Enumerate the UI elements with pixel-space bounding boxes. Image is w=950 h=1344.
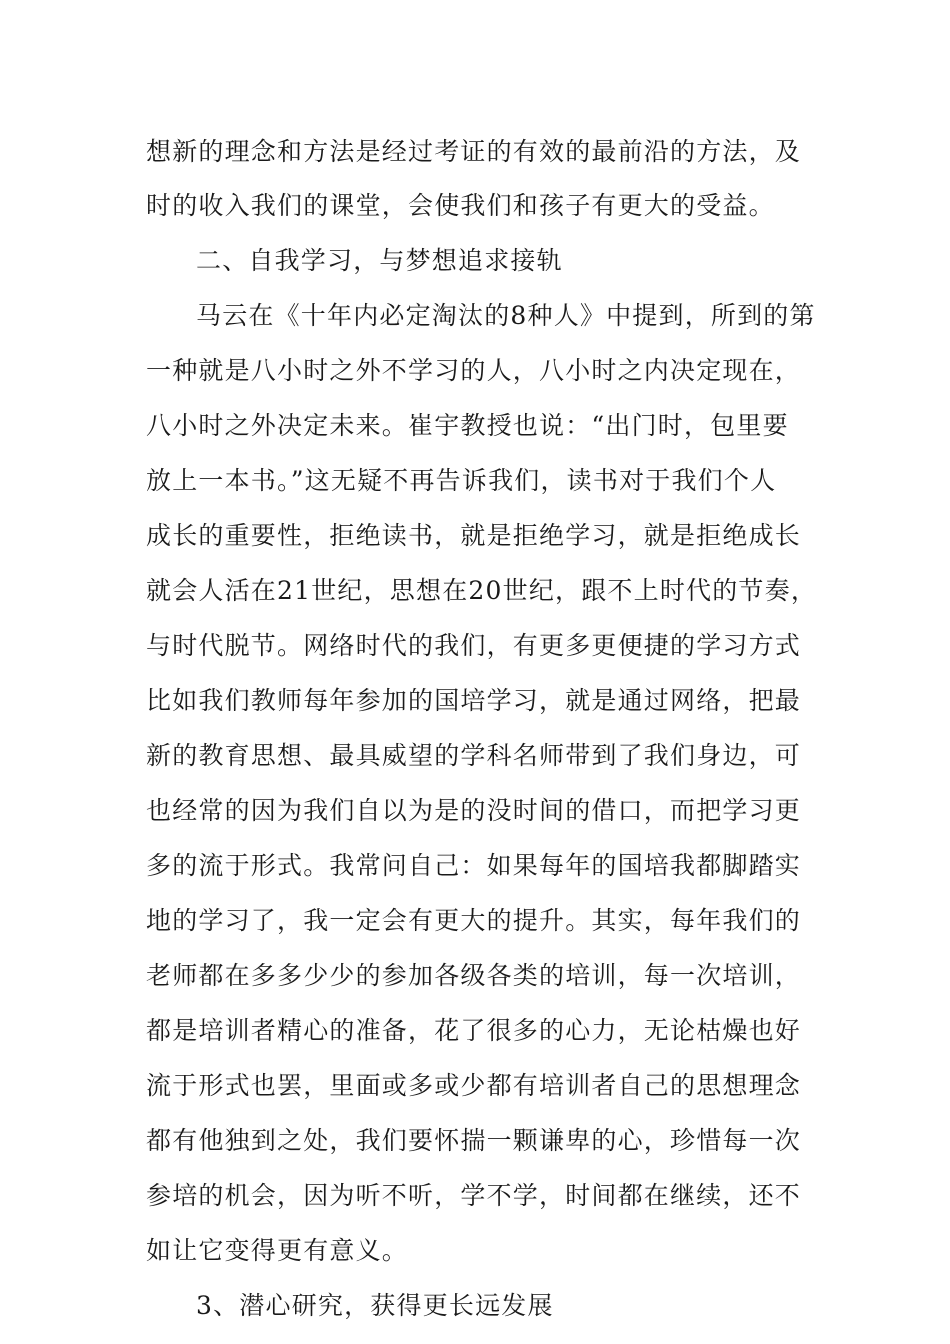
paragraph-line: 如让它变得更有意义。 — [146, 1236, 409, 1265]
section-heading: 二、自我学习，与梦想追求接轨 — [196, 246, 563, 275]
paragraph-line: 一种就是八小时之外不学习的人，八小时之内决定现在， — [146, 356, 802, 385]
paragraph-line: 就会人活在21世纪，思想在20世纪，跟不上时代的节奏， — [146, 576, 818, 605]
paragraph-line: 与时代脱节。网络时代的我们，有更多更便捷的学习方式 — [146, 631, 802, 660]
paragraph-line: 时的收入我们的课堂，会使我们和孩子有更大的受益。 — [146, 191, 775, 220]
paragraph-line: 老师都在多多少少的参加各级各类的培训，每一次培训， — [146, 961, 802, 990]
paragraph-line: 多的流于形式。我常问自己：如果每年的国培我都脚踏实 — [146, 851, 802, 880]
paragraph-line: 也经常的因为我们自以为是的没时间的借口，而把学习更 — [146, 796, 802, 825]
paragraph-line: 新的教育思想、最具威望的学科名师带到了我们身边，可 — [146, 741, 802, 770]
paragraph-line: 都是培训者精心的准备，花了很多的心力，无论枯燥也好 — [146, 1016, 802, 1045]
paragraph-line: 放上一本书。”这无疑不再告诉我们，读书对于我们个人 — [146, 466, 777, 495]
paragraph-line: 都有他独到之处，我们要怀揣一颗谦卑的心，珍惜每一次 — [146, 1126, 802, 1155]
paragraph-line: 八小时之外决定未来。崔宇教授也说：“出门时，包里要 — [146, 411, 789, 440]
paragraph-line: 地的学习了，我一定会有更大的提升。其实，每年我们的 — [146, 906, 802, 935]
paragraph-line: 流于形式也罢，里面或多或少都有培训者自己的思想理念 — [146, 1071, 802, 1100]
paragraph-line: 比如我们教师每年参加的国培学习，就是通过网络，把最 — [146, 686, 802, 715]
section-heading: 3、潜心研究，获得更长远发展 — [196, 1291, 554, 1320]
paragraph-line: 成长的重要性，拒绝读书，就是拒绝学习，就是拒绝成长 — [146, 521, 802, 550]
paragraph-line: 马云在《十年内必定淘汰的8种人》中提到，所到的第 — [196, 301, 816, 330]
paragraph-line: 参培的机会，因为听不听，学不学，时间都在继续，还不 — [146, 1181, 802, 1210]
paragraph-line: 想新的理念和方法是经过考证的有效的最前沿的方法，及 — [146, 137, 802, 166]
